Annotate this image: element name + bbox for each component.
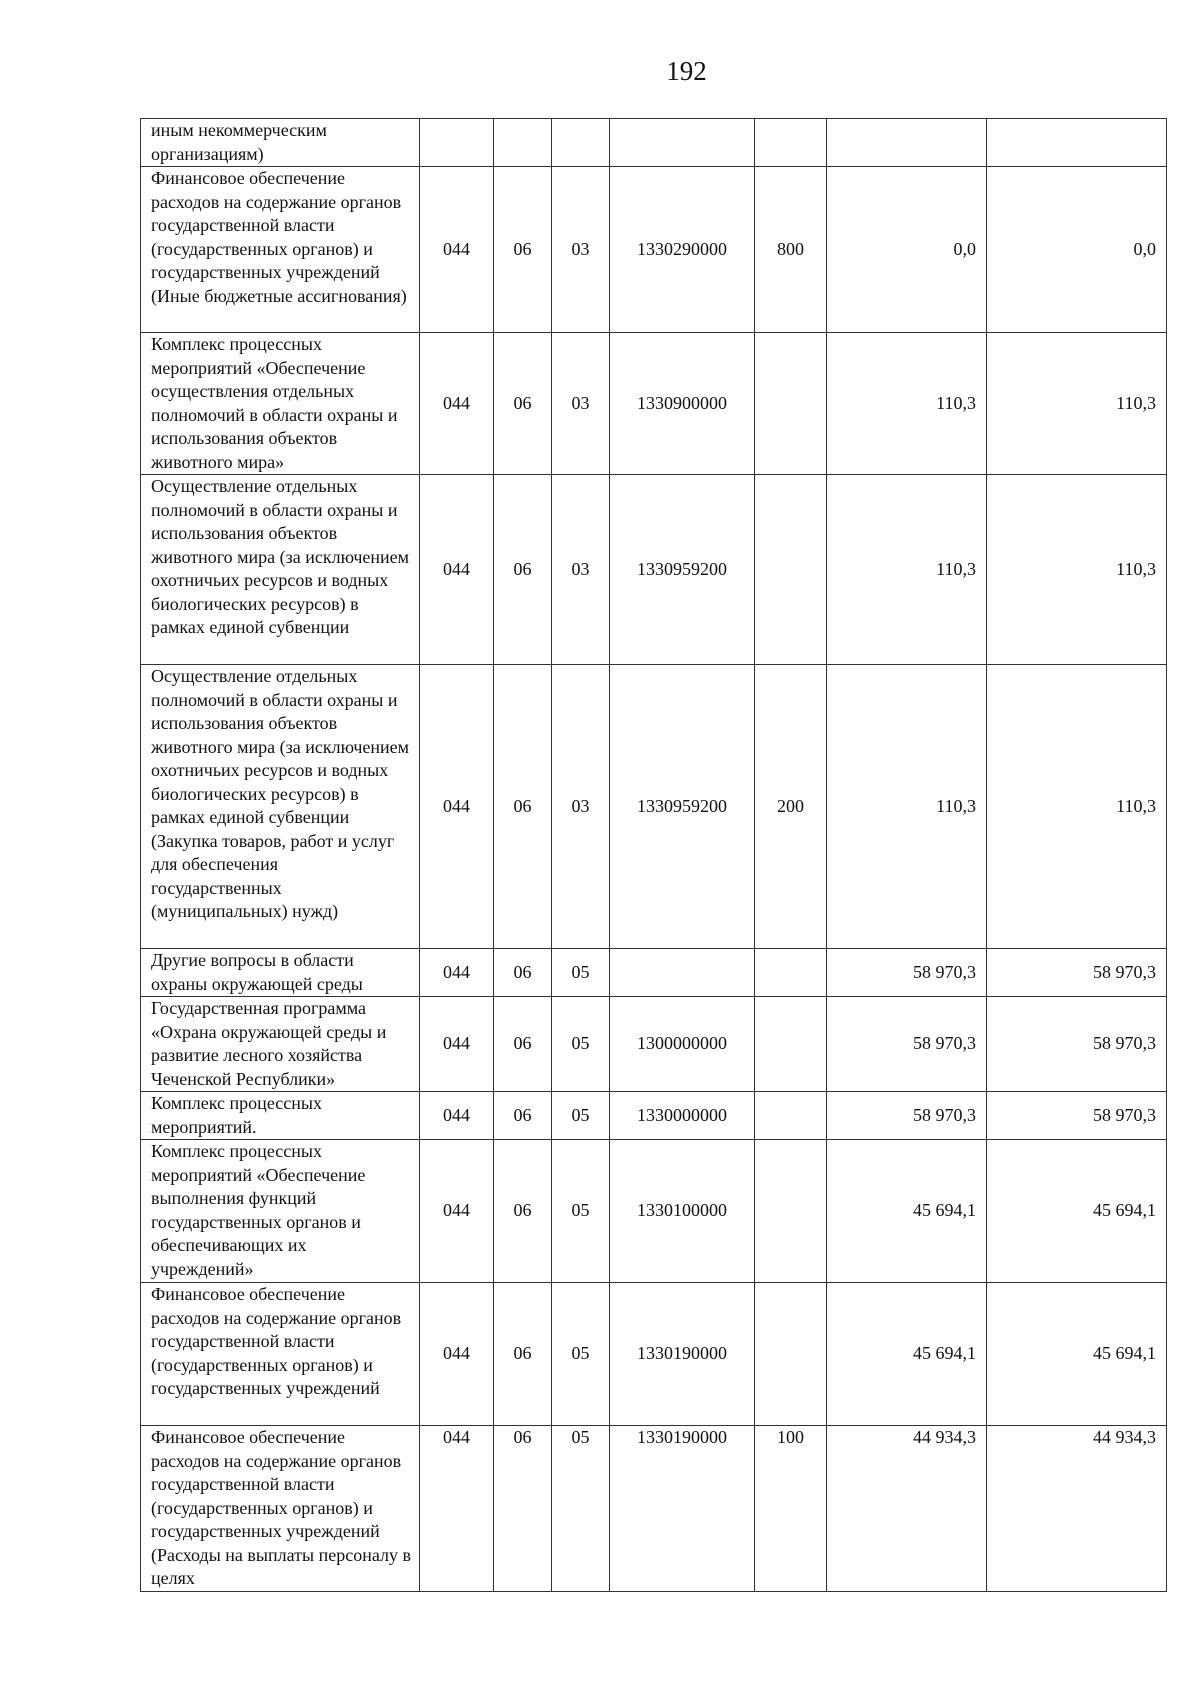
cell-sum-1: 58 970,3 bbox=[827, 949, 987, 997]
cell-vr: 100 bbox=[755, 1426, 827, 1592]
cell-rz bbox=[494, 119, 552, 167]
table-row bbox=[141, 119, 1167, 167]
table-row bbox=[141, 997, 1167, 1092]
cell-csr: 1330100000 bbox=[610, 1140, 755, 1283]
row-name: Комплекс процессных мероприятий «Обеспечение выполнения функций государственных органов и обеспечивающих их учреждений» bbox=[141, 1140, 420, 1283]
cell-sum-2: 58 970,3 bbox=[987, 1092, 1167, 1140]
cell-csr: 1330900000 bbox=[610, 333, 755, 475]
cell-sum-2: 45 694,1 bbox=[987, 1140, 1167, 1283]
cell-rz: 06 bbox=[494, 1140, 552, 1283]
cell-rz: 06 bbox=[494, 997, 552, 1092]
cell-pr: 03 bbox=[552, 167, 610, 333]
cell-vr bbox=[755, 1092, 827, 1140]
cell-vr: 200 bbox=[755, 665, 827, 949]
cell-ved: 044 bbox=[420, 949, 494, 997]
row-name: Осуществление отдельных полномочий в области охраны и использования объектов животного мира (за исключением охотничьих ресурсов и водных биологических ресурсов) в рамках единой субвенции bbox=[141, 475, 420, 665]
table-row bbox=[141, 949, 1167, 997]
table-row bbox=[141, 333, 1167, 475]
cell-rz: 06 bbox=[494, 1092, 552, 1140]
cell-csr bbox=[610, 949, 755, 997]
cell-sum-1: 44 934,3 bbox=[827, 1426, 987, 1592]
cell-vr bbox=[755, 1140, 827, 1283]
cell-sum-2: 58 970,3 bbox=[987, 997, 1167, 1092]
cell-sum-2: 0,0 bbox=[987, 167, 1167, 333]
cell-sum-2 bbox=[987, 119, 1167, 167]
cell-rz: 06 bbox=[494, 167, 552, 333]
cell-sum-2: 44 934,3 bbox=[987, 1426, 1167, 1592]
cell-vr bbox=[755, 949, 827, 997]
page-number: 192 bbox=[666, 56, 707, 86]
cell-rz: 06 bbox=[494, 1283, 552, 1426]
row-name: Финансовое обеспечение расходов на содержание органов государственной власти (государственных органов) и государственных учреждений bbox=[141, 1283, 420, 1426]
row-name: Осуществление отдельных полномочий в области охраны и использования объектов животного мира (за исключением охотничьих ресурсов и водных биологических ресурсов) в рамках единой субвенции (Закупка товаров, работ и услуг для обеспечения государственных (муниципальных) нужд) bbox=[141, 665, 420, 949]
cell-ved: 044 bbox=[420, 1426, 494, 1592]
cell-csr: 1330190000 bbox=[610, 1426, 755, 1592]
cell-csr: 1330000000 bbox=[610, 1092, 755, 1140]
cell-ved: 044 bbox=[420, 333, 494, 475]
cell-ved: 044 bbox=[420, 167, 494, 333]
cell-ved bbox=[420, 119, 494, 167]
cell-sum-2: 110,3 bbox=[987, 333, 1167, 475]
cell-rz: 06 bbox=[494, 475, 552, 665]
cell-sum-2: 58 970,3 bbox=[987, 949, 1167, 997]
table-row bbox=[141, 1426, 1167, 1592]
cell-sum-1: 110,3 bbox=[827, 665, 987, 949]
cell-sum-1 bbox=[827, 119, 987, 167]
cell-csr bbox=[610, 119, 755, 167]
row-name: Государственная программа «Охрана окружающей среды и развитие лесного хозяйства Чеченской Республики» bbox=[141, 997, 420, 1092]
cell-sum-1: 58 970,3 bbox=[827, 997, 987, 1092]
budget-table bbox=[140, 118, 1167, 1592]
cell-pr: 03 bbox=[552, 333, 610, 475]
row-name: иным некоммерческим организациям) bbox=[141, 119, 420, 167]
cell-rz: 06 bbox=[494, 1426, 552, 1592]
cell-sum-1: 45 694,1 bbox=[827, 1140, 987, 1283]
cell-pr: 05 bbox=[552, 1140, 610, 1283]
cell-vr bbox=[755, 475, 827, 665]
cell-ved: 044 bbox=[420, 665, 494, 949]
cell-rz: 06 bbox=[494, 333, 552, 475]
row-name: Комплекс процессных мероприятий. bbox=[141, 1092, 420, 1140]
cell-vr bbox=[755, 1283, 827, 1426]
cell-ved: 044 bbox=[420, 475, 494, 665]
cell-pr: 05 bbox=[552, 997, 610, 1092]
cell-pr bbox=[552, 119, 610, 167]
cell-pr: 05 bbox=[552, 1426, 610, 1592]
cell-csr: 1330959200 bbox=[610, 665, 755, 949]
cell-pr: 03 bbox=[552, 665, 610, 949]
row-name: Финансовое обеспечение расходов на содержание органов государственной власти (государственных органов) и государственных учреждений (Иные бюджетные ассигнования) bbox=[141, 167, 420, 333]
table-row bbox=[141, 475, 1167, 665]
cell-sum-1: 110,3 bbox=[827, 475, 987, 665]
cell-sum-1: 58 970,3 bbox=[827, 1092, 987, 1140]
cell-ved: 044 bbox=[420, 1140, 494, 1283]
cell-ved: 044 bbox=[420, 1092, 494, 1140]
table-row bbox=[141, 167, 1167, 333]
table-row bbox=[141, 1092, 1167, 1140]
cell-rz: 06 bbox=[494, 665, 552, 949]
row-name: Комплекс процессных мероприятий «Обеспечение осуществления отдельных полномочий в области охраны и использования объектов животного мира» bbox=[141, 333, 420, 475]
cell-sum-1: 0,0 bbox=[827, 167, 987, 333]
cell-pr: 03 bbox=[552, 475, 610, 665]
cell-pr: 05 bbox=[552, 949, 610, 997]
cell-csr: 1330190000 bbox=[610, 1283, 755, 1426]
cell-pr: 05 bbox=[552, 1092, 610, 1140]
cell-vr bbox=[755, 333, 827, 475]
cell-vr bbox=[755, 119, 827, 167]
cell-ved: 044 bbox=[420, 997, 494, 1092]
cell-rz: 06 bbox=[494, 949, 552, 997]
cell-csr: 1330290000 bbox=[610, 167, 755, 333]
cell-csr: 1300000000 bbox=[610, 997, 755, 1092]
cell-sum-1: 110,3 bbox=[827, 333, 987, 475]
table-row bbox=[141, 665, 1167, 949]
cell-sum-1: 45 694,1 bbox=[827, 1283, 987, 1426]
cell-ved: 044 bbox=[420, 1283, 494, 1426]
cell-vr bbox=[755, 997, 827, 1092]
cell-sum-2: 45 694,1 bbox=[987, 1283, 1167, 1426]
row-name: Другие вопросы в области охраны окружающей среды bbox=[141, 949, 420, 997]
cell-pr: 05 bbox=[552, 1283, 610, 1426]
cell-csr: 1330959200 bbox=[610, 475, 755, 665]
table-row bbox=[141, 1283, 1167, 1426]
row-name: Финансовое обеспечение расходов на содержание органов государственной власти (государственных органов) и государственных учреждений (Расходы на выплаты персоналу в целях bbox=[141, 1426, 420, 1592]
cell-sum-2: 110,3 bbox=[987, 665, 1167, 949]
cell-sum-2: 110,3 bbox=[987, 475, 1167, 665]
table-row bbox=[141, 1140, 1167, 1283]
cell-vr: 800 bbox=[755, 167, 827, 333]
